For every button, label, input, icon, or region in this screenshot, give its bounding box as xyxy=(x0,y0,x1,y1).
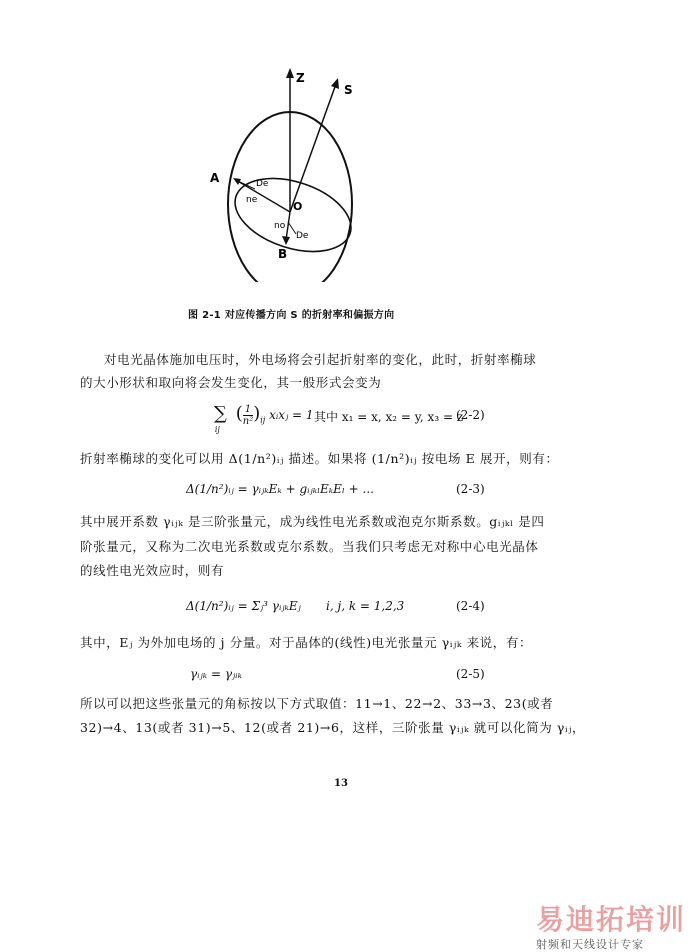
watermark-logo: 易迪拓培训 xyxy=(536,903,687,936)
cross-section-ellipse xyxy=(226,165,361,265)
paragraph-line: 阶张量元，又称为二次电光系数或克尔系数。当我们只考虑无对称中心电光晶体 xyxy=(80,539,539,554)
label-s: S xyxy=(344,83,353,97)
equation-2-2-condition: 其中 x₁ = x, x₂ = y, x₃ = z xyxy=(314,410,464,424)
equation-number: (2-5) xyxy=(456,667,485,681)
paragraph-line: 折射率椭球的变化可以用 Δ(1/n²)ᵢⱼ 描述。如果将 (1/n²)ᵢⱼ 按电场 E 展开，则有： xyxy=(80,451,559,466)
label-ne: ne xyxy=(246,195,258,205)
equation-number: (2-4) xyxy=(456,599,485,613)
figure-caption: 图 2-1 对应传播方向 S 的折射率和偏振方向 xyxy=(188,310,395,321)
label-a: A xyxy=(210,171,220,185)
equation-number: (2-3) xyxy=(456,482,485,496)
index-ellipsoid-figure xyxy=(200,62,400,282)
label-no: no xyxy=(274,221,286,231)
paragraph-line: 其中展开系数 γᵢⱼₖ 是三阶张量元，成为线性电光系数或泡克尔斯系数。gᵢⱼₖₗ 是四 xyxy=(80,514,545,529)
paragraph-line: 的线性电光效应时，则有 xyxy=(80,563,225,578)
z-arrowhead xyxy=(286,68,294,78)
label-z: Z xyxy=(296,71,305,85)
equation-2-2: $\sum_{ij}$ ( $\frac{1}{\text{n²}}$ )$_{ij}$ xᵢxⱼ = 1 xyxy=(214,403,314,435)
s-direction xyxy=(290,84,336,212)
page-number: 13 xyxy=(334,778,348,789)
paragraph-line: 对电光晶体施加电压时，外电场将会引起折射率的变化，此时，折射率椭球 xyxy=(104,352,537,367)
label-o: O xyxy=(293,200,303,213)
equation-2-3: Δ(1/n²)ᵢⱼ = γᵢⱼₖEₖ + gᵢⱼₖₗEₖEₗ + ... xyxy=(186,482,374,496)
paragraph-line: 32)→4、13(或者 31)→5、12(或者 21)→6，这样，三阶张量 γᵢⱼₖ 就可以化简为 γᵢⱼ， xyxy=(80,720,586,735)
equation-number: (2-2) xyxy=(456,408,485,422)
label-b: B xyxy=(278,247,288,261)
label-de-top: De xyxy=(256,179,269,189)
equation-2-4: Δ(1/n²)ᵢⱼ = Σⱼ³ γᵢⱼₖEⱼ xyxy=(186,599,301,613)
label-de-bottom: De xyxy=(296,231,309,241)
no-vector xyxy=(286,212,290,240)
paragraph-line: 其中，Eⱼ 为外加电场的 j 分量。对于晶体的(线性)电光张量元 γᵢⱼₖ 来说，有： xyxy=(80,635,533,650)
equation-2-5: γᵢⱼₖ = γⱼᵢₖ xyxy=(190,667,242,681)
watermark xyxy=(536,898,686,952)
watermark-tagline: 射频和天线设计专家 xyxy=(536,938,644,951)
equation-2-4-condition: i, j, k = 1,2,3 xyxy=(326,599,405,613)
paragraph-line: 的大小形状和取向将会发生变化，其一般形式会变为 xyxy=(80,375,382,390)
s-arrowhead xyxy=(331,78,339,89)
paragraph-line: 所以可以把这些张量元的角标按以下方式取值：11→1、22→2、33→3、23(或者 xyxy=(80,696,554,711)
